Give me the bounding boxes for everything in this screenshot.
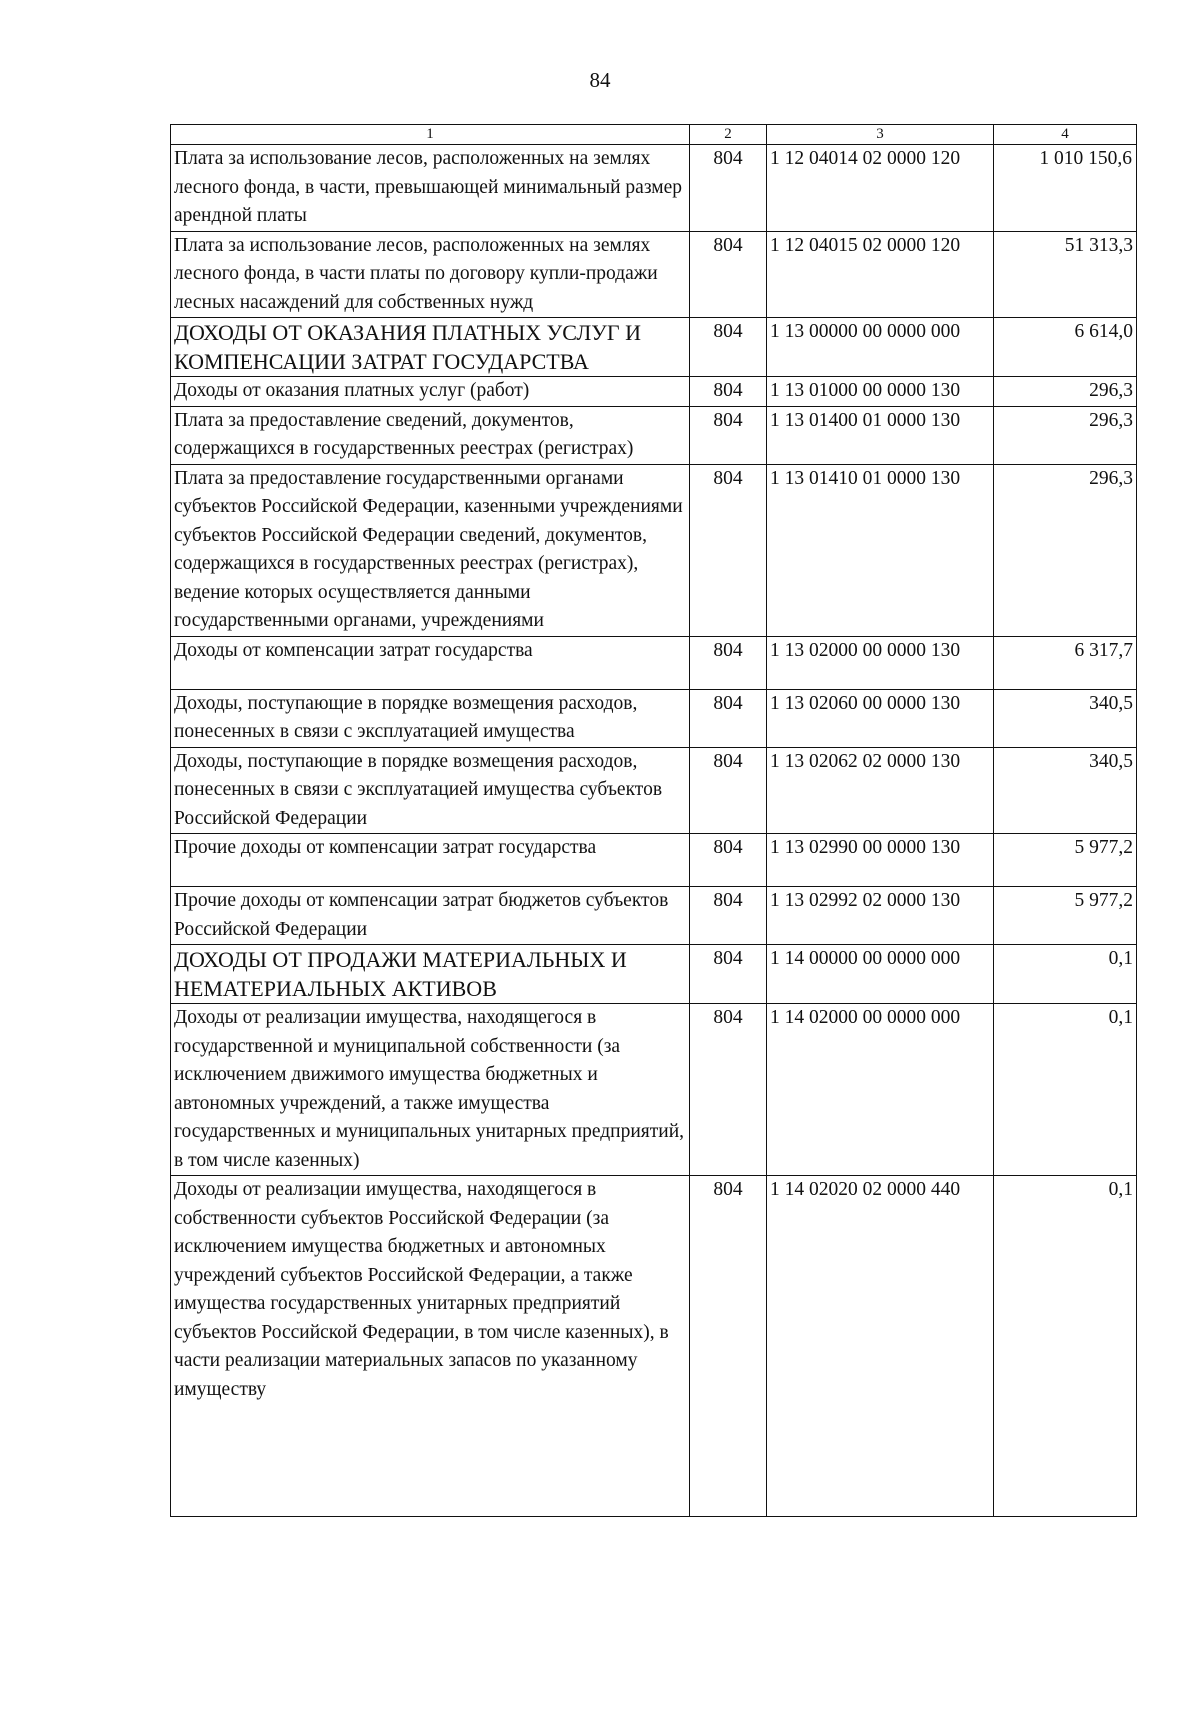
table-row — [171, 406, 1137, 464]
admin-code: 804 — [690, 747, 767, 834]
table-row — [171, 689, 1137, 747]
admin-code: 804 — [690, 1176, 767, 1517]
column-header: 4 — [994, 125, 1137, 145]
income-name: ДОХОДЫ ОТ ПРОДАЖИ МАТЕРИАЛЬНЫХ И НЕМАТЕРИАЛЬНЫХ АКТИВОВ — [171, 945, 690, 1004]
income-name: Плата за предоставление государственными органами субъектов Российской Федерации, казенными учреждениями субъектов Российской Федерации сведений, документов, содержащихся в государственных реестрах (регистрах), ведение которых осуществляется данными государственными органами, учреждениями — [171, 464, 690, 636]
budget-code: 1 13 01000 00 0000 130 — [767, 377, 994, 407]
budget-code: 1 12 04015 02 0000 120 — [767, 231, 994, 318]
amount: 340,5 — [994, 689, 1137, 747]
income-name: Плата за предоставление сведений, документов, содержащихся в государственных реестрах (регистрах) — [171, 406, 690, 464]
income-name: Доходы, поступающие в порядке возмещения расходов, понесенных в связи с эксплуатацией имущества субъектов Российской Федерации — [171, 747, 690, 834]
income-name: Плата за использование лесов, расположенных на землях лесного фонда, в части платы по договору купли-продажи лесных насаждений для собственных нужд — [171, 231, 690, 318]
table-row — [171, 318, 1137, 377]
budget-code: 1 13 02000 00 0000 130 — [767, 636, 994, 689]
table-row — [171, 636, 1137, 689]
amount: 340,5 — [994, 747, 1137, 834]
table-row — [171, 887, 1137, 945]
admin-code: 804 — [690, 377, 767, 407]
budget-code: 1 13 00000 00 0000 000 — [767, 318, 994, 377]
amount: 5 977,2 — [994, 887, 1137, 945]
amount: 296,3 — [994, 377, 1137, 407]
table-row — [171, 231, 1137, 318]
admin-code: 804 — [690, 834, 767, 887]
budget-code: 1 14 02020 02 0000 440 — [767, 1176, 994, 1517]
amount: 296,3 — [994, 406, 1137, 464]
admin-code: 804 — [690, 945, 767, 1004]
income-name: Доходы, поступающие в порядке возмещения расходов, понесенных в связи с эксплуатацией имущества — [171, 689, 690, 747]
budget-code: 1 13 02062 02 0000 130 — [767, 747, 994, 834]
income-name: Доходы от реализации имущества, находящегося в государственной и муниципальной собственности (за исключением движимого имущества бюджетных и автономных учреждений, а также имущества государственных и муниципальных унитарных предприятий, в том числе казенных) — [171, 1004, 690, 1176]
column-header: 3 — [767, 125, 994, 145]
table-row — [171, 464, 1137, 636]
budget-code: 1 14 00000 00 0000 000 — [767, 945, 994, 1004]
budget-code: 1 12 04014 02 0000 120 — [767, 145, 994, 232]
admin-code: 804 — [690, 636, 767, 689]
table-row — [171, 1004, 1137, 1176]
page-number: 84 — [589, 68, 611, 92]
amount: 5 977,2 — [994, 834, 1137, 887]
table-row — [171, 834, 1137, 887]
amount: 0,1 — [994, 945, 1137, 1004]
income-name: Доходы от компенсации затрат государства — [171, 636, 690, 689]
income-name: Прочие доходы от компенсации затрат бюджетов субъектов Российской Федерации — [171, 887, 690, 945]
amount: 0,1 — [994, 1004, 1137, 1176]
budget-code: 1 13 02060 00 0000 130 — [767, 689, 994, 747]
admin-code: 804 — [690, 887, 767, 945]
admin-code: 804 — [690, 318, 767, 377]
budget-code: 1 13 01410 01 0000 130 — [767, 464, 994, 636]
admin-code: 804 — [690, 689, 767, 747]
income-name: Плата за использование лесов, расположенных на землях лесного фонда, в части, превышающей минимальный размер арендной платы — [171, 145, 690, 232]
admin-code: 804 — [690, 231, 767, 318]
amount: 296,3 — [994, 464, 1137, 636]
table-row — [171, 145, 1137, 232]
budget-code: 1 13 02990 00 0000 130 — [767, 834, 994, 887]
income-name: Прочие доходы от компенсации затрат государства — [171, 834, 690, 887]
table-row — [171, 945, 1137, 1004]
column-header: 1 — [171, 125, 690, 145]
amount: 1 010 150,6 — [994, 145, 1137, 232]
table-row — [171, 747, 1137, 834]
admin-code: 804 — [690, 1004, 767, 1176]
revenue-table — [170, 124, 1137, 1517]
admin-code: 804 — [690, 464, 767, 636]
amount: 6 614,0 — [994, 318, 1137, 377]
income-name: ДОХОДЫ ОТ ОКАЗАНИЯ ПЛАТНЫХ УСЛУГ И КОМПЕНСАЦИИ ЗАТРАТ ГОСУДАРСТВА — [171, 318, 690, 377]
amount: 6 317,7 — [994, 636, 1137, 689]
table-row — [171, 1176, 1137, 1517]
admin-code: 804 — [690, 406, 767, 464]
table-row — [171, 377, 1137, 407]
column-number-row — [171, 125, 1137, 145]
amount: 0,1 — [994, 1176, 1137, 1517]
budget-code: 1 13 02992 02 0000 130 — [767, 887, 994, 945]
column-header: 2 — [690, 125, 767, 145]
income-name: Доходы от оказания платных услуг (работ) — [171, 377, 690, 407]
admin-code: 804 — [690, 145, 767, 232]
amount: 51 313,3 — [994, 231, 1137, 318]
budget-code: 1 14 02000 00 0000 000 — [767, 1004, 994, 1176]
income-name: Доходы от реализации имущества, находящегося в собственности субъектов Российской Федерации (за исключением имущества бюджетных и автономных учреждений субъектов Российской Федерации, а также имущества государственных унитарных предприятий субъектов Российской Федерации, в том числе казенных), в части реализации материальных запасов по указанному имуществу — [171, 1176, 690, 1517]
budget-code: 1 13 01400 01 0000 130 — [767, 406, 994, 464]
